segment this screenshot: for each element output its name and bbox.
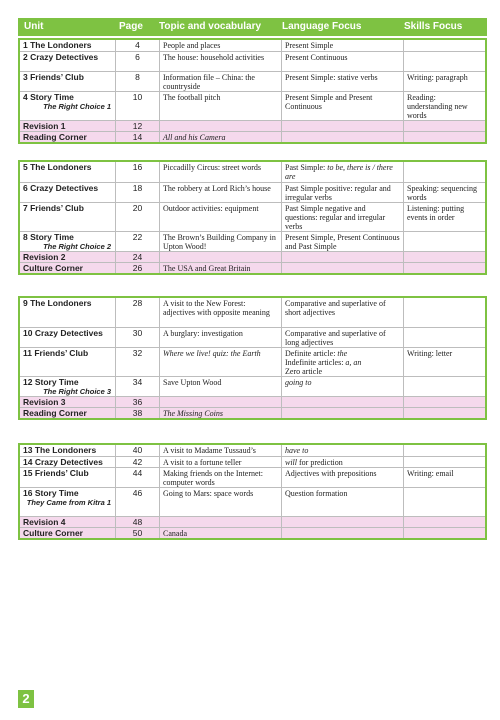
page-cell xyxy=(115,92,159,120)
skills-cell xyxy=(403,183,485,202)
unit-cell-text: 10 Crazy Detectives xyxy=(23,328,103,338)
topic-cell xyxy=(159,162,281,182)
topic-cell xyxy=(159,121,281,131)
skills-cell xyxy=(403,328,485,347)
table-row xyxy=(20,40,485,51)
page-cell xyxy=(115,397,159,407)
page-cell-text: 6 xyxy=(135,52,140,62)
unit-cell-text: 16 Story Time xyxy=(23,488,79,498)
page-cell-text: 26 xyxy=(132,263,143,273)
unit-cell xyxy=(20,298,115,327)
skills-cell-text: Reading: understanding new words xyxy=(407,93,468,120)
language-cell-text: Present Simple: stative verbs xyxy=(285,73,378,82)
topic-cell xyxy=(159,348,281,376)
table-row xyxy=(20,71,485,91)
language-cell xyxy=(281,232,403,251)
header-topic: Topic and vocabulary xyxy=(159,21,262,32)
page-cell xyxy=(115,183,159,202)
topic-cell-text: A visit to Madame Tussaud’s xyxy=(163,446,256,455)
unit-cell-text: 14 Crazy Detectives xyxy=(23,457,103,467)
unit-cell xyxy=(20,52,115,71)
unit-cell xyxy=(20,132,115,142)
unit-cell xyxy=(20,232,115,251)
skills-cell xyxy=(403,298,485,327)
topic-cell-text: All and his Camera xyxy=(163,133,226,142)
table-row xyxy=(20,120,485,131)
topic-cell-text: Piccadilly Circus: street words xyxy=(163,163,261,172)
table-row xyxy=(20,182,485,202)
page-cell-text: 14 xyxy=(132,132,143,142)
topic-cell xyxy=(159,468,281,487)
page-cell xyxy=(115,348,159,376)
unit-cell-text: Revision 2 xyxy=(23,252,66,262)
skills-cell xyxy=(403,263,485,273)
page-cell-text: 24 xyxy=(132,252,143,262)
unit-cell xyxy=(20,40,115,51)
language-cell-text: going to xyxy=(285,378,312,387)
unit-subtitle: The Right Choice 3 xyxy=(43,387,111,396)
unit-cell-text: 13 The Londoners xyxy=(23,445,97,455)
table-row xyxy=(20,327,485,347)
language-cell xyxy=(281,457,403,467)
language-cell xyxy=(281,377,403,396)
page-cell-text: 32 xyxy=(132,348,143,358)
skills-cell xyxy=(403,468,485,487)
table-row xyxy=(20,91,485,120)
unit-cell xyxy=(20,517,115,527)
page-cell-text: 16 xyxy=(132,162,143,172)
table-row xyxy=(20,516,485,527)
table-row xyxy=(20,407,485,418)
skills-cell xyxy=(403,92,485,120)
topic-cell-text: Save Upton Wood xyxy=(163,378,222,387)
page-cell-text: 36 xyxy=(132,397,143,407)
topic-cell xyxy=(159,445,281,456)
unit-cell-text: 6 Crazy Detectives xyxy=(23,183,99,193)
page-cell-text: 30 xyxy=(132,328,143,338)
unit-cell xyxy=(20,457,115,467)
table-header xyxy=(18,18,487,36)
topic-cell xyxy=(159,457,281,467)
unit-cell-text: 7 Friends’ Club xyxy=(23,203,84,213)
unit-cell-text: 3 Friends’ Club xyxy=(23,72,84,82)
language-cell-text: Present Simple xyxy=(285,41,334,50)
language-cell xyxy=(281,252,403,262)
topic-cell-text: Outdoor activities: equipment xyxy=(163,204,259,213)
skills-cell xyxy=(403,348,485,376)
topic-cell-text: The Brown’s Building Company in Upton Wood! xyxy=(163,233,276,251)
language-cell-text: Present Continuous xyxy=(285,53,348,62)
table-row xyxy=(20,376,485,396)
unit-cell-text: Revision 3 xyxy=(23,397,66,407)
language-cell-text: will for prediction xyxy=(285,458,343,467)
header-skills: Skills Focus xyxy=(404,21,463,32)
unit-cell xyxy=(20,183,115,202)
unit-cell-text: 2 Crazy Detectives xyxy=(23,52,99,62)
language-cell-text: Present Simple and Present Continuous xyxy=(285,93,373,111)
unit-cell xyxy=(20,121,115,131)
page-cell-text: 22 xyxy=(132,232,143,242)
skills-cell-text: Writing: email xyxy=(407,469,454,478)
topic-cell xyxy=(159,298,281,327)
skills-cell xyxy=(403,121,485,131)
unit-cell-text: Revision 1 xyxy=(23,121,66,131)
header-page: Page xyxy=(119,21,143,32)
page-cell xyxy=(115,132,159,142)
page-cell xyxy=(115,468,159,487)
page-cell-text: 10 xyxy=(132,92,143,102)
unit-cell xyxy=(20,328,115,347)
language-cell xyxy=(281,263,403,273)
skills-cell-text: Speaking: sequencing words xyxy=(407,184,477,202)
page-cell xyxy=(115,232,159,251)
table-row xyxy=(20,445,485,456)
unit-cell-text: 5 The Londoners xyxy=(23,162,92,172)
unit-cell-text: Culture Corner xyxy=(23,528,83,538)
page-cell xyxy=(115,457,159,467)
language-cell-text: Comparative and superlative of short adjectives xyxy=(285,299,386,317)
topic-cell-text: Canada xyxy=(163,529,187,538)
unit-cell xyxy=(20,397,115,407)
topic-cell xyxy=(159,408,281,418)
unit-subtitle: The Right Choice 1 xyxy=(43,102,111,111)
topic-cell xyxy=(159,92,281,120)
page-cell xyxy=(115,203,159,231)
unit-cell xyxy=(20,377,115,396)
page-cell xyxy=(115,445,159,456)
language-cell-text: Question formation xyxy=(285,489,348,498)
topic-cell-text: The robbery at Lord Rich’s house xyxy=(163,184,271,193)
page-cell-text: 8 xyxy=(135,72,140,82)
page-cell xyxy=(115,162,159,182)
skills-cell xyxy=(403,72,485,91)
skills-cell xyxy=(403,162,485,182)
skills-cell xyxy=(403,232,485,251)
topic-cell xyxy=(159,263,281,273)
skills-cell xyxy=(403,445,485,456)
page-cell-text: 20 xyxy=(132,203,143,213)
language-cell xyxy=(281,52,403,71)
skills-cell xyxy=(403,397,485,407)
table-row xyxy=(20,396,485,407)
language-cell xyxy=(281,298,403,327)
language-cell xyxy=(281,445,403,456)
topic-cell-text: Going to Mars: space words xyxy=(163,489,254,498)
unit-cell-text: Reading Corner xyxy=(23,132,87,142)
page-cell-text: 44 xyxy=(132,468,143,478)
topic-cell-text: Information file – China: the countryside xyxy=(163,73,255,91)
unit-subtitle: They Came from Kitra 1 xyxy=(26,498,111,507)
skills-cell xyxy=(403,517,485,527)
topic-cell xyxy=(159,183,281,202)
table-row xyxy=(20,456,485,467)
header-unit: Unit xyxy=(24,21,44,32)
language-cell-text: Past Simple positive: regular and irregular verbs xyxy=(285,184,391,202)
language-cell xyxy=(281,517,403,527)
table-row xyxy=(20,467,485,487)
skills-cell xyxy=(403,457,485,467)
page-cell-text: 48 xyxy=(132,517,143,527)
skills-cell xyxy=(403,408,485,418)
unit-cell-text: 15 Friends’ Club xyxy=(23,468,89,478)
unit-cell xyxy=(20,468,115,487)
topic-cell-text: A burglary: investigation xyxy=(163,329,243,338)
page-cell-text: 42 xyxy=(132,457,143,467)
page-cell xyxy=(115,488,159,516)
contents-section-1 xyxy=(18,38,487,144)
topic-cell xyxy=(159,517,281,527)
skills-cell-text: Writing: paragraph xyxy=(407,73,468,82)
language-cell xyxy=(281,528,403,538)
language-cell-text: Definite article: the Indefinite articles: a, an Zero article xyxy=(285,349,362,376)
unit-cell-text: 1 The Londoners xyxy=(23,40,92,50)
page-cell-text: 4 xyxy=(135,40,140,50)
table-row xyxy=(20,231,485,251)
skills-cell xyxy=(403,377,485,396)
topic-cell xyxy=(159,72,281,91)
unit-cell xyxy=(20,348,115,376)
language-cell xyxy=(281,488,403,516)
page-cell xyxy=(115,408,159,418)
language-cell xyxy=(281,203,403,231)
page-cell xyxy=(115,517,159,527)
skills-cell xyxy=(403,528,485,538)
language-cell-text: Past Simple: to be, there is / there are xyxy=(285,163,393,181)
unit-cell-text: 12 Story Time xyxy=(23,377,79,387)
language-cell xyxy=(281,72,403,91)
header-language: Language Focus xyxy=(282,21,362,32)
language-cell xyxy=(281,132,403,142)
page-cell-text: 46 xyxy=(132,488,143,498)
page-cell xyxy=(115,298,159,327)
language-cell xyxy=(281,348,403,376)
topic-cell-text: The Missing Coins xyxy=(163,409,224,418)
language-cell-text: Past Simple negative and questions: regular and irregular verbs xyxy=(285,204,386,231)
topic-cell xyxy=(159,488,281,516)
table-row xyxy=(20,251,485,262)
language-cell xyxy=(281,92,403,120)
language-cell xyxy=(281,468,403,487)
table-row xyxy=(20,262,485,273)
unit-cell-text: Reading Corner xyxy=(23,408,87,418)
page-cell-text: 18 xyxy=(132,183,143,193)
language-cell-text: Comparative and superlative of long adjectives xyxy=(285,329,386,347)
unit-cell xyxy=(20,92,115,120)
page-cell-text: 40 xyxy=(132,445,143,455)
topic-cell xyxy=(159,52,281,71)
table-row xyxy=(20,487,485,516)
topic-cell-text: Where we live! quiz: the Earth xyxy=(163,349,261,358)
topic-cell xyxy=(159,397,281,407)
language-cell xyxy=(281,328,403,347)
language-cell xyxy=(281,408,403,418)
page-cell xyxy=(115,40,159,51)
topic-cell-text: The football pitch xyxy=(163,93,221,102)
page-cell xyxy=(115,72,159,91)
language-cell xyxy=(281,397,403,407)
unit-cell xyxy=(20,408,115,418)
page-cell xyxy=(115,377,159,396)
unit-cell xyxy=(20,252,115,262)
page-cell xyxy=(115,121,159,131)
unit-cell xyxy=(20,263,115,273)
skills-cell-text: Listening: putting events in order xyxy=(407,204,465,222)
topic-cell-text: The USA and Great Britain xyxy=(163,264,251,273)
page-cell-text: 34 xyxy=(132,377,143,387)
unit-cell-text: 8 Story Time xyxy=(23,232,74,242)
skills-cell xyxy=(403,132,485,142)
topic-cell xyxy=(159,232,281,251)
table-row xyxy=(20,527,485,538)
unit-cell xyxy=(20,203,115,231)
skills-cell xyxy=(403,252,485,262)
table-row xyxy=(20,347,485,376)
topic-cell xyxy=(159,528,281,538)
unit-cell xyxy=(20,445,115,456)
page-cell-text: 12 xyxy=(132,121,143,131)
unit-cell xyxy=(20,72,115,91)
unit-cell xyxy=(20,162,115,182)
topic-cell xyxy=(159,40,281,51)
skills-cell xyxy=(403,488,485,516)
language-cell xyxy=(281,121,403,131)
unit-cell-text: 9 The Londoners xyxy=(23,298,92,308)
language-cell xyxy=(281,162,403,182)
page-cell xyxy=(115,52,159,71)
contents-section-3 xyxy=(18,296,487,420)
skills-cell xyxy=(403,203,485,231)
skills-cell-text: Writing: letter xyxy=(407,349,453,358)
table-row xyxy=(20,51,485,71)
skills-cell xyxy=(403,52,485,71)
page-cell xyxy=(115,252,159,262)
page-number: 2 xyxy=(18,690,34,708)
topic-cell xyxy=(159,252,281,262)
topic-cell-text: The house: household activities xyxy=(163,53,265,62)
page-cell xyxy=(115,528,159,538)
table-row xyxy=(20,162,485,182)
table-row xyxy=(20,298,485,327)
contents-section-2 xyxy=(18,160,487,275)
table-row xyxy=(20,131,485,142)
unit-cell xyxy=(20,488,115,516)
contents-section-4 xyxy=(18,443,487,540)
unit-subtitle: The Right Choice 2 xyxy=(43,242,111,251)
topic-cell xyxy=(159,132,281,142)
unit-cell-text: Revision 4 xyxy=(23,517,66,527)
language-cell-text: Present Simple, Present Continuous and Past Simple xyxy=(285,233,400,251)
unit-cell-text: 11 Friends’ Club xyxy=(23,348,89,358)
topic-cell-text: A visit to a fortune teller xyxy=(163,458,242,467)
topic-cell xyxy=(159,203,281,231)
page-cell xyxy=(115,263,159,273)
topic-cell-text: A visit to the New Forest: adjectives with opposite meaning xyxy=(163,299,270,317)
table-row xyxy=(20,202,485,231)
topic-cell-text: Making friends on the Internet: computer words xyxy=(163,469,263,487)
skills-cell xyxy=(403,40,485,51)
page-cell-text: 28 xyxy=(132,298,143,308)
page-cell-text: 50 xyxy=(132,528,143,538)
language-cell xyxy=(281,183,403,202)
topic-cell xyxy=(159,328,281,347)
language-cell-text: Adjectives with prepositions xyxy=(285,469,377,478)
language-cell-text: have to xyxy=(285,446,309,455)
page-cell-text: 38 xyxy=(132,408,143,418)
unit-cell-text: 4 Story Time xyxy=(23,92,74,102)
topic-cell-text: People and places xyxy=(163,41,221,50)
topic-cell xyxy=(159,377,281,396)
unit-cell xyxy=(20,528,115,538)
page-cell xyxy=(115,328,159,347)
language-cell xyxy=(281,40,403,51)
unit-cell-text: Culture Corner xyxy=(23,263,83,273)
